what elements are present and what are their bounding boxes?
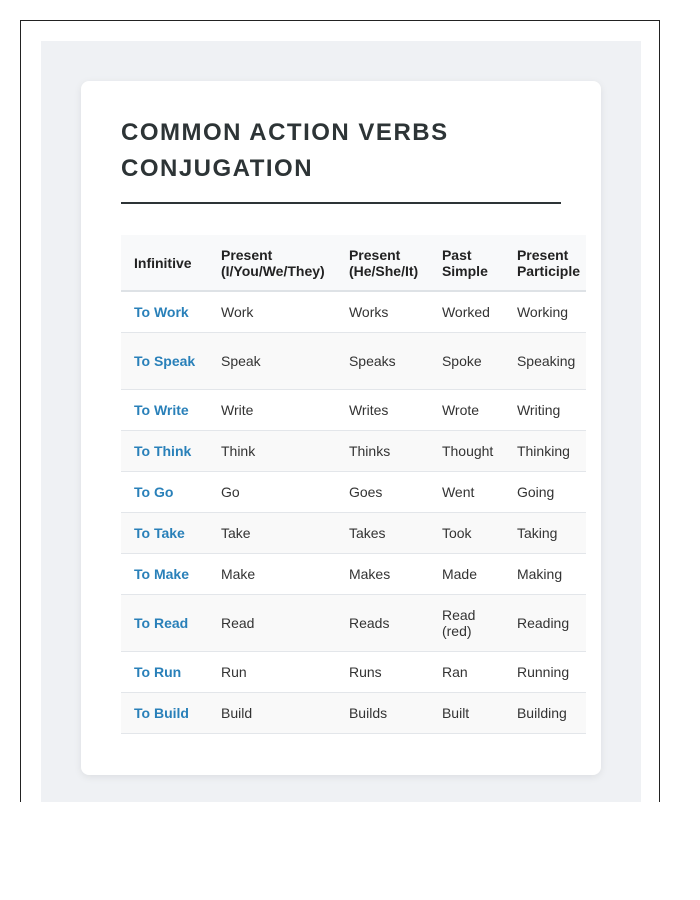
infinitive-cell: To Make <box>121 554 208 595</box>
header-present-plural: Present (I/You/We/They) <box>208 235 336 291</box>
table-row <box>121 652 586 693</box>
table-row <box>121 554 586 595</box>
table-cell: Reads <box>336 595 429 652</box>
table-cell: Read (red) <box>429 595 504 652</box>
table-cell: Ran <box>429 652 504 693</box>
infinitive-cell: To Go <box>121 472 208 513</box>
infinitive-cell: To Build <box>121 693 208 734</box>
table-cell: Speaks <box>336 333 429 390</box>
table-cell: Goes <box>336 472 429 513</box>
table-cell: Speaking <box>504 333 586 390</box>
page-title: COMMON ACTION VERBS CONJUGATION <box>121 119 449 182</box>
table-cell: Working <box>504 291 586 333</box>
infinitive-cell: To Speak <box>121 333 208 390</box>
infinitive-cell: To Think <box>121 431 208 472</box>
table-cell: Made <box>429 554 504 595</box>
infinitive-cell: To Run <box>121 652 208 693</box>
table-cell: Make <box>208 554 336 595</box>
table-row <box>121 472 586 513</box>
content-card <box>81 81 601 775</box>
table-cell: Worked <box>429 291 504 333</box>
table-cell: Go <box>208 472 336 513</box>
table-cell: Takes <box>336 513 429 554</box>
table-cell: Thought <box>429 431 504 472</box>
header-present-participle: Present Participle <box>504 235 586 291</box>
table-row <box>121 595 586 652</box>
title-divider <box>121 202 561 204</box>
infinitive-cell: To Take <box>121 513 208 554</box>
table-cell: Went <box>429 472 504 513</box>
header-infinitive: Infinitive <box>121 235 208 291</box>
table-row <box>121 431 586 472</box>
table-cell: Write <box>208 390 336 431</box>
table-cell: Builds <box>336 693 429 734</box>
table-cell: Thinks <box>336 431 429 472</box>
infinitive-cell: To Work <box>121 291 208 333</box>
table-cell: Makes <box>336 554 429 595</box>
table-cell: Taking <box>504 513 586 554</box>
table-cell: Speak <box>208 333 336 390</box>
table-cell: Built <box>429 693 504 734</box>
table-cell: Works <box>336 291 429 333</box>
table-cell: Spoke <box>429 333 504 390</box>
table-cell: Reading <box>504 595 586 652</box>
table-cell: Read <box>208 595 336 652</box>
table-cell: Thinking <box>504 431 586 472</box>
table-cell: Writes <box>336 390 429 431</box>
table-cell: Runs <box>336 652 429 693</box>
header-past-simple: Past Simple <box>429 235 504 291</box>
table-cell: Writing <box>504 390 586 431</box>
header-present-singular: Present (He/She/It) <box>336 235 429 291</box>
conjugation-table <box>121 235 586 734</box>
table-row <box>121 333 586 390</box>
table-cell: Wrote <box>429 390 504 431</box>
infinitive-cell: To Read <box>121 595 208 652</box>
table-cell: Running <box>504 652 586 693</box>
table-row <box>121 390 586 431</box>
table-row <box>121 513 586 554</box>
table-cell: Build <box>208 693 336 734</box>
table-cell: Making <box>504 554 586 595</box>
table-cell: Took <box>429 513 504 554</box>
table-header-row <box>121 235 586 291</box>
table-cell: Take <box>208 513 336 554</box>
table-cell: Run <box>208 652 336 693</box>
table-cell: Going <box>504 472 586 513</box>
table-row <box>121 291 586 333</box>
table-cell: Work <box>208 291 336 333</box>
infinitive-cell: To Write <box>121 390 208 431</box>
table-row <box>121 693 586 734</box>
table-cell: Think <box>208 431 336 472</box>
table-cell: Building <box>504 693 586 734</box>
